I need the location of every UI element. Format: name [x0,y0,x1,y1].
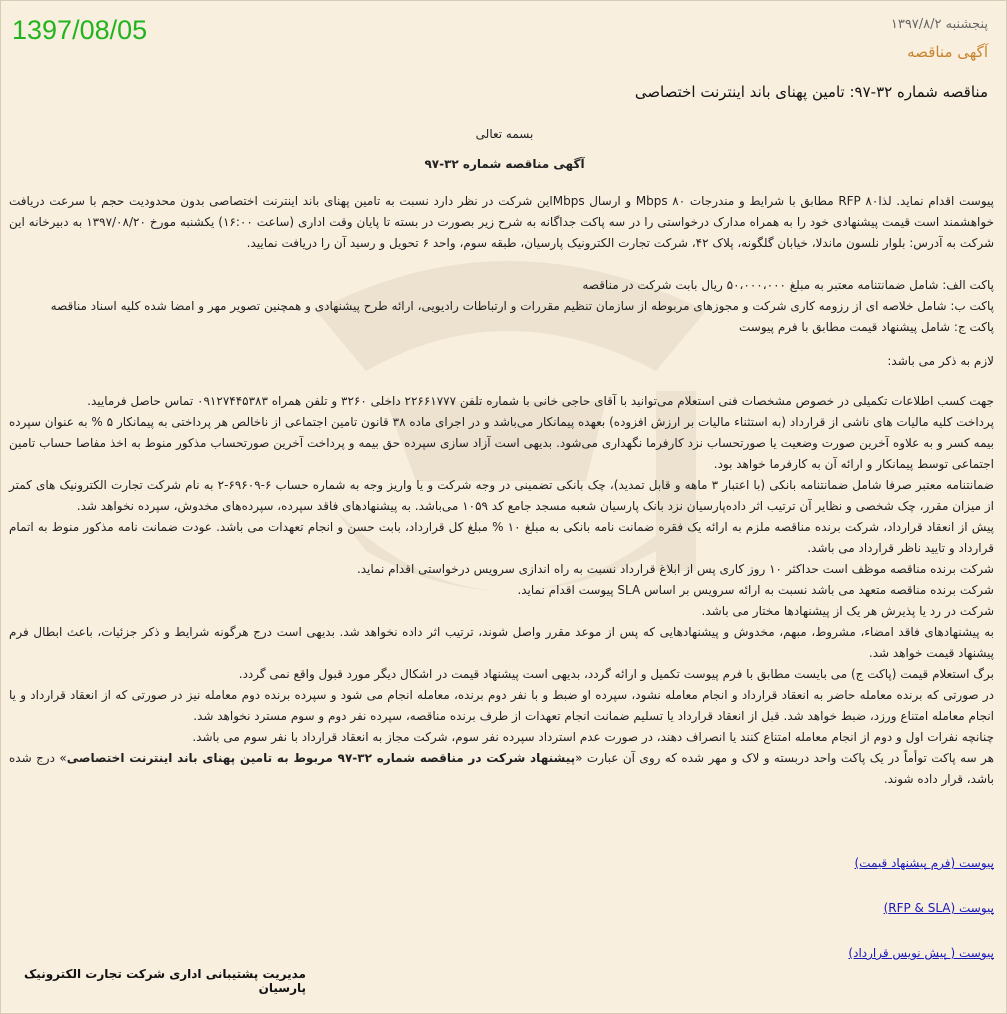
condition-item: در صورتی که برنده معامله حاضر به انعقاد قرارداد و انجام معامله نشود، سپرده او ضبط و با نفر دوم برنده، معامله انجام می شود و سپرده برنده دوم معامله نیز در صورتی که از انعقاد قرارداد و یا انجام معامله امتناع ورزد، ضبط خواهد شد. قبل از انعقاد قرارداد یا تسلیم ضمانت انجام تعهدات از طرف برنده مناقصه، سپرده نفر دوم و سوم مسترد نخواهد شد. [9,688,994,723]
condition-item: پیش از انعقاد قرارداد، شرکت برنده مناقصه ملزم به ارائه یک فقره ضمانت نامه بانکی به مبلغ ۱۰ % مبلغ کل قرارداد، بابت حسن و انجام تعهدات می باشد. عودت ضمانت نامه مذکور منوط به اتمام قرارداد و تایید ناظر قرارداد می باشد. [9,520,995,555]
condition-item: شرکت برنده مناقصه موظف است حداکثر ۱۰ روز کاری پس از ابلاغ قرارداد نسبت به راه اندازی سرویس درخواستی اقدام نماید. [356,562,994,576]
stamp-date: 1397/08/05 [12,15,148,45]
packet-b: پاکت ب: شامل خلاصه ای از رزومه کاری شرکت و مجوزهای مربوطه از سازمان تنظیم مقررات و ارتباطات رادیویی، ارائه طرح پیشنهادی و همچنین تصویر مهر و امضا شده کلیه اسناد مناقصه [50,299,994,313]
final-bold: پیشنهاد شرکت در مناقصه شماره ۳۲-۹۷ مربوط به تامین پهنای باند اینترنت اختصاصی [66,751,576,765]
condition-item: چنانچه نفرات اول و دوم از انجام معامله امتناع کنند یا انصراف دهند، در صورت عدم استرداد سپرده نفر سوم، شرکت مجاز به انعقاد قرارداد با نفر سوم می باشد. [192,730,994,744]
attachment-rfp-sla-link[interactable]: پیوست (RFP & SLA) [883,901,994,915]
final-post: » درج شده باشد، قرار داده شوند. [9,751,994,786]
condition-item: ضمانتنامه معتبر صرفا شامل ضمانتنامه بانکی (با اعتبار ۳ ماهه و قابل تمدید)، چک بانکی تضمینی در وجه شرکت و یا واریز وجه به شماره حساب ۶-۶۹۶۰۹-۲ به نام شرکت تجارت الکترونیک های کمتر از میزان مقرر، چک شخصی و نظایر آن ترتیب اثر داده‌پارسیان نزد بانک پارسیان شعبه مسجد جامع کد ۱۰۵۹ می‌باشد. به پیشنهادهای فاقد سپرده، سپرده‌های مخدوش، سپرده نخواهد شد. [9,478,995,513]
note-heading: لازم به ذکر می باشد: [887,354,994,368]
condition-item: پرداخت کلیه مالیات های ناشی از قرارداد (به استثناء مالیات بر ارزش افزوده) بعهده پیمانکار می‌باشد و در اجرای ماده ۳۸ قانون تامین اجتماعی از ناخالص هر پرداختی به پیمانکار ۵ % به عنوان سپرده بیمه کسر و به علاوه آخرین صورت وضعیت یا صورتحساب نزد کارفرما نگهداری می‌شود. بدیهی است آزاد سازی سپرده حق بیمه و پرداخت آخرین صورتحساب مذکور منوط به اخذ مفاصا حساب تامین اجتماعی توسط پیمانکار و ارائه آن به کارفرما خواهد بود. [9,415,994,471]
salutation: بسمه تعالی [475,127,534,141]
category-label: آگهی مناقصه [907,43,988,61]
packet-a: پاکت الف: شامل ضمانتنامه معتبر به مبلغ ۵۰،۰۰۰،۰۰۰ ریال بابت شرکت در مناقصه [582,278,994,292]
packets-list [9,275,994,338]
signature-footer: مدیریت پشتیبانی اداری شرکت تجارت الکترونیک پارسیان [24,967,306,995]
page-title: مناقصه شماره ۳۲-۹۷: تامین پهنای باند اینترنت اختصاصی [634,83,988,101]
condition-item: شرکت در رد یا پذیرش هر یک از پیشنهادها مختار می باشد. [701,604,994,618]
notice-title: آگهی مناقصه شماره ۳۲-۹۷ [424,157,585,171]
condition-item: به پیشنهادهای فاقد امضاء، مشروط، مبهم، مخدوش و پیشنهادهایی که پس از موعد مقرر واصل شوند، ترتیب اثر داده نخواهد شد. بدیهی است درج هرگونه شرایط و ذکر جزئیات، باعث ابطال فرم پیشنهاد قیمت خواهد شد. [9,625,994,660]
attachment-price-form-link[interactable]: پیوست (فرم پیشنهاد قیمت) [854,856,994,870]
final-pre: هر سه پاکت توأماً در یک پاکت واحد دربسته و لاک و مهر شده که روی آن عبارت « [575,751,995,765]
final-instruction [9,748,994,790]
intro-text: پیوست اقدام نماید. لذاRFP ۸۰ مطابق با شرایط و مندرجات Mbps ۸۰ و ارسال Mbpsاین شرکت در نظر دارد نسبت به تامین پهنای باند اینترنت اختصاصی بدون محدودیت حجم با سرعت دریافت خواهشمند است قیمت پیشنهادی خود را به همراه مدارک درخواستی را در سه پاکت جداگانه به شرح زیر بصورت در بسته تا پایان وقت اداری (ساعت ۱۶:۰۰) یکشنبه مورخ ۱۳۹۷/۰۸/۲۰ به دبیرخانه این شرکت به آدرس: بلوار نلسون ماندلا، خیابان گلگونه، پلاک ۴۲، شرکت تجارت الکترونیک پارسیان، طبقه سوم، واحد ۶ تحویل و رسید آن را دریافت نمایید. [9,194,995,250]
conditions-list [9,391,994,790]
condition-item: برگ استعلام قیمت (پاکت ج) می بایست مطابق با فرم پیوست تکمیل و ارائه گردد، بدیهی است پیشنهاد قیمت در اشکال دیگر مورد قبول واقع نمی گردد. [238,667,994,681]
publish-date: پنجشنبه ۱۳۹۷/۸/۲ [890,17,988,32]
attachment-contract-draft-link[interactable]: پیوست ( پیش نویس قرارداد) [848,946,994,960]
packet-c: پاکت ج: شامل پیشنهاد قیمت مطابق با فرم پیوست [739,320,994,334]
condition-item: جهت کسب اطلاعات تکمیلی در خصوص مشخصات فنی استعلام می‌توانید با آقای حاجی خانی با شماره تلفن ۲۲۶۶۱۷۷۷ داخلی ۳۲۶۰ و تلفن همراه ۰۹۱۲۷۴۴۵۳۸۳ تماس حاصل فرمایید. [87,394,994,408]
intro-paragraph [9,191,994,254]
condition-item: شرکت برنده مناقصه متعهد می باشد نسبت به ارائه سرویس بر اساس SLA پیوست اقدام نماید. [517,583,994,597]
